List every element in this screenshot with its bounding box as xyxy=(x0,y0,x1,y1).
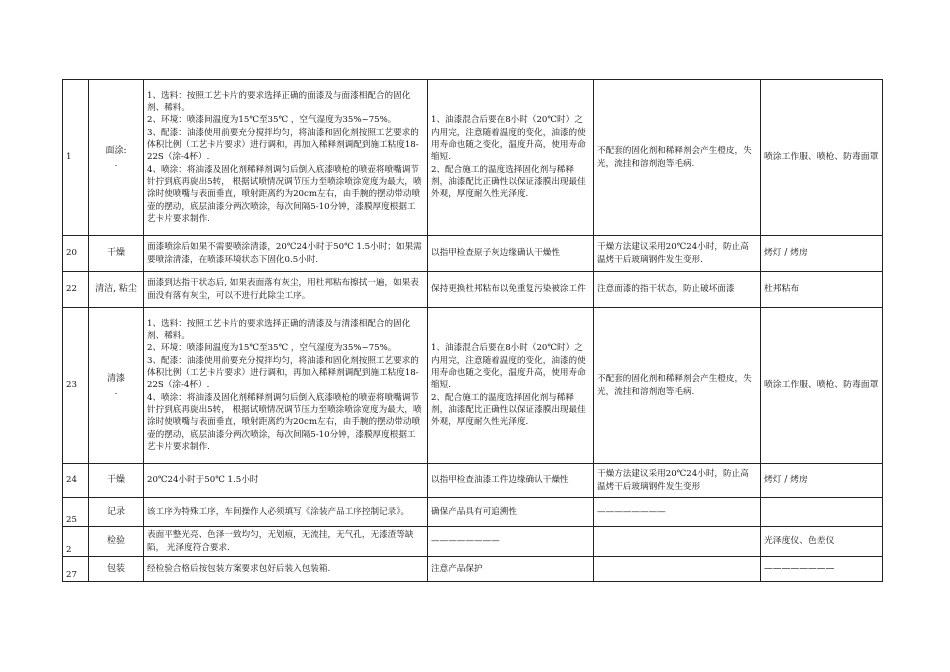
step-tools: ———————— xyxy=(761,557,883,582)
step-name: 检验 xyxy=(89,527,144,557)
step-number: 20 xyxy=(63,236,89,272)
step-tools: 光泽度仪、色差仪 xyxy=(761,527,883,557)
step-operation: 1、选料：按照工艺卡片的要求选择正确的面漆及与面漆相配合的固化剂、稀料。 2、环境：喷漆间温度为15℃至35℃ ，空气湿度为35%~75%。 3、配漆：油漆使用前要充分搅拌均匀，将油漆和固化剂按照工艺要求的体积比例（工艺卡片要求）进行调和，再加入稀释剂调配到施工粘度18-22S（涂-4杯）. 4、喷涂：将油漆及固化剂稀释剂调匀后倒入底漆喷枪的喷壶将喷嘴调节针拧到底再旋出5转， 根据试喷情况调节压力至喷涂喷涂宽度为最大，喷涂时使喷嘴与表面垂直，喷射距离约为20cm左右，由手腕的摆动带动喷壶的摆动，底层油漆分两次喷涂，每次间隔5-10分钟，漆膜厚度根据工艺卡片要求制作. xyxy=(144,80,428,236)
step-quality: 干燥方法建议采用20℃24小时，防止高温烤干后玻璃钢件发生变形 xyxy=(594,464,761,498)
step-quality xyxy=(594,557,761,582)
table-row xyxy=(63,236,883,272)
table-row xyxy=(63,557,883,582)
step-tools: 烤灯 / 烤房 xyxy=(761,464,883,498)
step-tools: 喷涂工作服、喷枪、防毒面罩 xyxy=(761,80,883,236)
step-quality: 注意面漆的指干状态，防止破坏面漆 xyxy=(594,272,761,308)
step-operation: 表面平整光亮、色泽一致均匀，无划痕，无流挂，无气孔，无漆渣等缺陷， 光泽度符合要求. xyxy=(144,527,428,557)
step-tools: 杜邦粘布 xyxy=(761,272,883,308)
step-quality: 不配套的固化剂和稀释剂会产生橙皮，失光，流挂和溶剂泡等毛病. xyxy=(594,80,761,236)
step-operation: 面漆喷涂后如果不需要喷涂清漆，20℃24小时于50℃ 1.5小时；如果需要喷涂清漆，在喷漆环境状态下固化0.5小时. xyxy=(144,236,428,272)
step-quality: ———————— xyxy=(594,498,761,527)
step-operation: 该工序为特殊工序，车间操作人必须填写《涂装产品工序控制记录》。 xyxy=(144,498,428,527)
step-number: 23 xyxy=(63,308,89,464)
table-row xyxy=(63,527,883,557)
step-name: 记录 xyxy=(89,498,144,527)
step-notes: 保持更换杜邦粘布以免重复污染被涂工件 xyxy=(428,272,594,308)
step-notes: 注意产品保护 xyxy=(428,557,594,582)
step-number: 2 xyxy=(63,527,89,557)
table-row xyxy=(63,272,883,308)
step-operation: 20℃24小时于50℃ 1.5小时 xyxy=(144,464,428,498)
step-name: 清漆 . xyxy=(89,308,144,464)
step-name: 包装 xyxy=(89,557,144,582)
step-operation: 经检验合格后按包装方案要求包好后装入包装箱. xyxy=(144,557,428,582)
step-tools xyxy=(761,498,883,527)
step-tools: 喷涂工作服、喷枪、防毒面罩 xyxy=(761,308,883,464)
step-number: 22 xyxy=(63,272,89,308)
process-table xyxy=(62,79,883,582)
step-tools: 烤灯 / 烤房 xyxy=(761,236,883,272)
step-operation: 面漆到达指干状态后, 如果表面落有灰尘，用杜邦粘布擦拭一遍，如果表面没有落有灰尘，可以不进行此除尘工序。 xyxy=(144,272,428,308)
step-name: 面涂: . xyxy=(89,80,144,236)
step-name: 干燥 xyxy=(89,236,144,272)
step-quality xyxy=(594,527,761,557)
step-number: 24 xyxy=(63,464,89,498)
table-row xyxy=(63,80,883,236)
step-notes: 以指甲检查原子灰边缘确认干燥性 xyxy=(428,236,594,272)
step-notes: 以指甲检查油漆工件边缘确认干燥性 xyxy=(428,464,594,498)
step-notes: 1、油漆混合后要在8小时（20℃时）之内用完，注意随着温度的变化，油漆的使用寿命也随之变化，温度升高，使用寿命缩短. 2、配合施工的温度选择固化剂与稀释剂，油漆配比正确性以保证漆膜出现最佳外观，厚度耐久性光泽度. xyxy=(428,80,594,236)
step-operation: 1、选料：按照工艺卡片的要求选择正确的清漆及与清漆相配合的固化剂、稀料。 2、环境：喷漆间温度为15℃至35℃ ，空气湿度为35%~75%。 3、配漆：油漆使用前要充分搅拌均匀，将油漆和固化剂按照工艺要求的体积比例（工艺卡片要求）进行调和，再加入稀释剂调配到施工粘度18-22S（涂-4杯）. 4、喷涂：将油漆及固化剂稀释剂调匀后倒入底漆喷枪的喷壶将喷嘴调节针拧到底再旋出5转， 根据试喷情况调节压力至喷涂喷涂宽度为最大，喷涂时使喷嘴与表面垂直，喷射距离约为20cm左右，由手腕的摆动带动喷壶的摆动，底层油漆分两次喷涂，每次间隔5-10分钟，漆膜厚度根据工艺卡片要求制作. xyxy=(144,308,428,464)
step-number: 25 xyxy=(63,498,89,527)
step-notes: ———————— xyxy=(428,527,594,557)
step-number: 27 xyxy=(63,557,89,582)
step-name: 清洁, 粘尘 xyxy=(89,272,144,308)
step-notes: 确保产品具有可追溯性 xyxy=(428,498,594,527)
step-name: 干燥 xyxy=(89,464,144,498)
step-quality: 干燥方法建议采用20℃24小时，防止高温烤干后玻璃钢件发生变形. xyxy=(594,236,761,272)
step-notes: 1、油漆混合后要在8小时（20℃时）之内用完，注意随着温度的变化，油漆的使用寿命也随之变化，温度升高，使用寿命缩短. 2、配合施工的温度选择固化剂与稀释剂，油漆配比正确性以保证漆膜出现最佳外观，厚度耐久性光泽度. xyxy=(428,308,594,464)
table-row xyxy=(63,464,883,498)
table-row xyxy=(63,498,883,527)
step-quality: 不配套的固化剂和稀释剂会产生橙皮，失光，流挂和溶剂泡等毛病. xyxy=(594,308,761,464)
table-row xyxy=(63,308,883,464)
step-number: 1 xyxy=(63,80,89,236)
